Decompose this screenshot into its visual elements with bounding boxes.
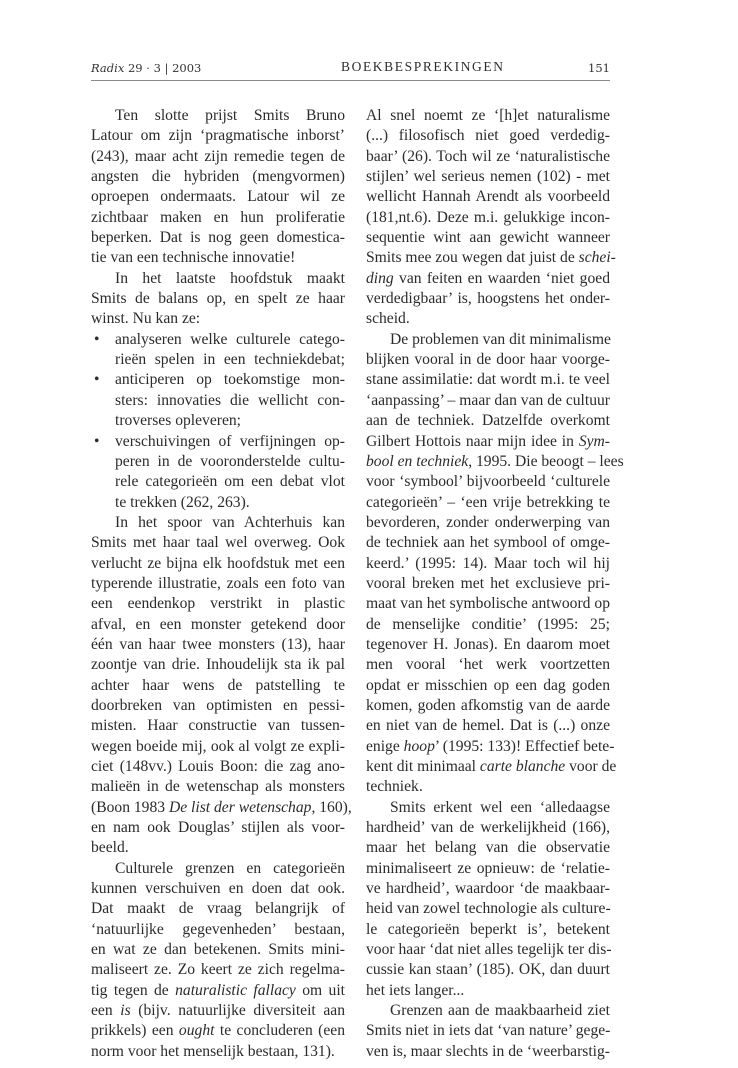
text-line: en niet van de hemel. Dat is (...) onze [366,717,610,735]
text-line: ciet (148vv.) Louis Boon: die zag ano- [91,758,345,775]
text-line: maar het belang van die observatie [366,839,610,857]
text-line: De problemen van dit minimalisme [390,330,611,348]
text-line: kent dit minimaal carte blanche voor de [366,758,617,775]
text-line: men vooral ‘het werk voortzetten [366,656,610,674]
text-line: bool en techniek, 1995. Die beoogt – lees [366,452,624,470]
text-line: voor ‘symbool’ bijvoorbeeld ‘culturele [366,473,610,491]
text-line: het iets langer... [366,981,465,999]
italic-title: carte blanche [479,758,566,775]
italic-title: hoop [403,737,435,755]
text-line: troverses opleveren; [115,412,241,430]
text-line: en nam ook Douglas’ stijlen als voor- [91,819,345,837]
text-line: sequentie wint aan gewicht wanneer [366,229,610,247]
journal-issue: 29 · 3 | 2003 [127,61,202,75]
text-line: baar’ (26). Toch wil ze ‘naturalistische [366,147,610,165]
page-number: 151 [588,61,610,75]
text-line: winst. Nu kan ze: [91,310,201,328]
text-line: In het spoor van Achterhuis kan [115,513,345,531]
text-line: zoontje van drie. Inhoudelijk sta ik pal [91,656,345,674]
text-line: Smits met haar taal wel overweg. Ook [91,534,345,552]
text-line: kunnen verschuiven en doen dat ook. [91,880,345,898]
text-line: tie van een technische innovatie! [91,249,296,267]
text-line: bevorderen, zonder onderwerping van [366,513,610,531]
text-line: Culturele grenzen en categorieën [115,859,345,877]
text-line: categorieën’ – ‘een vrije betrekking te [366,493,610,511]
bullet-icon: • [94,330,100,348]
text-line: verdedigbaar’ is, hoogstens het onder- [366,290,610,308]
text-line: norm voor het menselijk bestaan, 131). [91,1042,335,1060]
text-line: Gilbert Hottois naar mijn idee in Sym- [366,432,610,450]
italic-title: De list der wetenschap [168,798,312,816]
text-line: Smits erkent wel een ‘alledaagse [390,798,610,816]
right-column [366,106,624,1062]
italic-title: ding [366,269,394,287]
text-line: opdat er misschien op een dag goden [366,676,610,694]
text-line: tig tegen de naturalistic fallacy om uit [91,981,345,999]
text-line: heid van zowel technologie als culture- [366,900,611,918]
text-line: vooral breken met het exclusieve pri- [366,574,610,592]
text-line: stane assimilatie: dat wordt m.i. te veel [366,371,610,389]
text-line: (181,nt.6). Deze m.i. gelukkige incon- [366,208,610,226]
text-line: ding van feiten en waarden ‘niet goed [366,269,610,287]
text-line: ‘natuurlijke gegevenheden’ bestaan, [91,920,345,938]
text-line: ve hardheid’, waardoor ‘de maakbaar- [366,880,610,898]
text-line: minimaliseert ze opnieuw: de ‘relatie- [366,859,610,877]
text-line: maliseert ze. Zo keert ze zich regelma- [91,961,345,979]
text-line: ven is, maar slechts in de ‘weerbarstig- [366,1042,610,1060]
text-line: te trekken (262, 263). [115,493,250,511]
text-line: en wat ze dan betekenen. Smits mini- [91,941,345,959]
text-line: maat van het symbolische antwoord op [366,595,610,613]
italic-title: ought [178,1022,215,1040]
text-line: tegenover H. Jonas). En daarom moet [366,635,610,653]
text-line: scheid. [366,310,410,328]
text-line: cussie kan staan’ (185). OK, dan duurt [366,961,610,979]
text-line: (Boon 1983 De list der wetenschap, 160), [91,798,352,816]
text-line: oproepen ondermaats. Latour wil ze [91,188,345,206]
bullet-list-item: • anticiperen op toekomstige mon- [91,370,345,390]
italic-title: schei- [578,249,616,267]
text-line: Dat maakt de vraag belangrijk of [91,900,345,918]
text-line: stijlen’ wel serieus nemen (102) - met [366,168,610,186]
text-line: de techniek aan het symbool of omge- [366,534,610,552]
text-line: verlucht ze bijna elk hoofdstuk met een [91,554,345,572]
text-line: keerd.’ (1995: 14). Maar toch wil hij [366,554,610,572]
section-title: BOEKBESPREKINGEN [341,59,505,74]
text-line: angsten die hybriden (mengvormen) [91,168,345,186]
text-line: beperken. Dat is nog geen domestica- [91,229,345,247]
text-line: wegen boeide mij, ook al volgt ze expli- [91,737,345,755]
text-line: malieën in de wetenschap als monsters [91,778,345,796]
text-line: rieën spelen in een techniekdebat; [115,351,345,369]
text-line: doorbreken van optimisten en pessi- [91,696,345,714]
text-line: peren in de vooronderstelde cultu- [115,452,345,470]
text-line: prikkels) een ought te concluderen (een [91,1022,345,1040]
text-line: (...) filosofisch niet goed verdedig- [366,127,610,145]
text-line: Smits niet in iets dat ‘van nature’ gege- [366,1022,611,1040]
italic-title: bool en techniek [366,452,469,470]
text-line: Ten slotte prijst Smits Bruno [115,107,345,124]
bullet-list-item: • analyseren welke culturele catego- [91,330,345,350]
text-line: ‘aanpassing’ – maar dan van de cultuur [366,391,610,409]
text-line: wellicht Hannah Arendt als voorbeeld [366,188,610,206]
left-column [91,106,352,1062]
bullet-icon: • [94,432,100,450]
bullet-icon: • [94,371,100,389]
text-line: de menselijke conditie’ (1995: 25; [366,615,610,633]
text-line: Grenzen aan de maakbaarheid ziet [390,1002,610,1020]
italic-title: is [120,1002,131,1020]
text-line: Smits de balans op, en spelt ze haar [91,290,345,308]
text-line: afval, en een monster getekend door [91,615,345,633]
text-line: voor haar ‘dat niet alles tegelijk ter dis- [366,941,612,959]
text-line: Smits mee zou wegen dat juist de schei- [366,249,616,267]
text-line: In het laatste hoofdstuk maakt [115,269,345,287]
bullet-list-item: • verschuivingen of verfijningen op- [91,432,345,452]
text-line: beeld. [91,839,129,857]
text-line: techniek. [366,778,423,796]
text-line: sters: innovaties die wellicht con- [115,391,345,409]
journal-citation [91,61,201,75]
text-line: rele categorieën om een debat vlot [115,473,345,491]
text-line: een is (bijv. natuurlijke diversiteit aan [91,1002,346,1020]
text-line: zichtbaar maken en hun proliferatie [91,208,345,226]
text-line: enige hoop’ (1995: 133)! Effectief bete- [366,737,615,755]
text-line: een eendenkop verstrikt in plastic [91,595,345,613]
italic-title: Sym- [578,432,610,450]
running-header [91,60,610,81]
text-line: Latour om zijn ‘pragmatische inborst’ [91,127,345,145]
text-line: misten. Haar constructie van tussen- [91,717,345,735]
text-line: typerende illustratie, zoals een foto van [91,574,345,592]
italic-title: naturalistic fallacy [175,981,296,999]
text-line: le categorieën beperkt is’, betekent [366,920,610,938]
journal-name: Radix [91,61,125,75]
text-line: hardheid’ van de werkelijkheid (166), [366,819,610,837]
text-line: blijken vooral in de door haar voorge- [366,351,610,369]
text-line: achter haar wens de patstelling te [91,676,345,694]
text-line: één van haar twee monsters (13), haar [91,635,345,653]
text-line: komen, goden afkomstig van de aarde [366,696,610,714]
text-line: (243), maar acht zijn remedie tegen de [91,147,345,165]
text-line: aan de techniek. Datzelfde overkomt [366,412,610,430]
text-line: Al snel noemt ze ‘[h]et naturalisme [366,107,610,124]
